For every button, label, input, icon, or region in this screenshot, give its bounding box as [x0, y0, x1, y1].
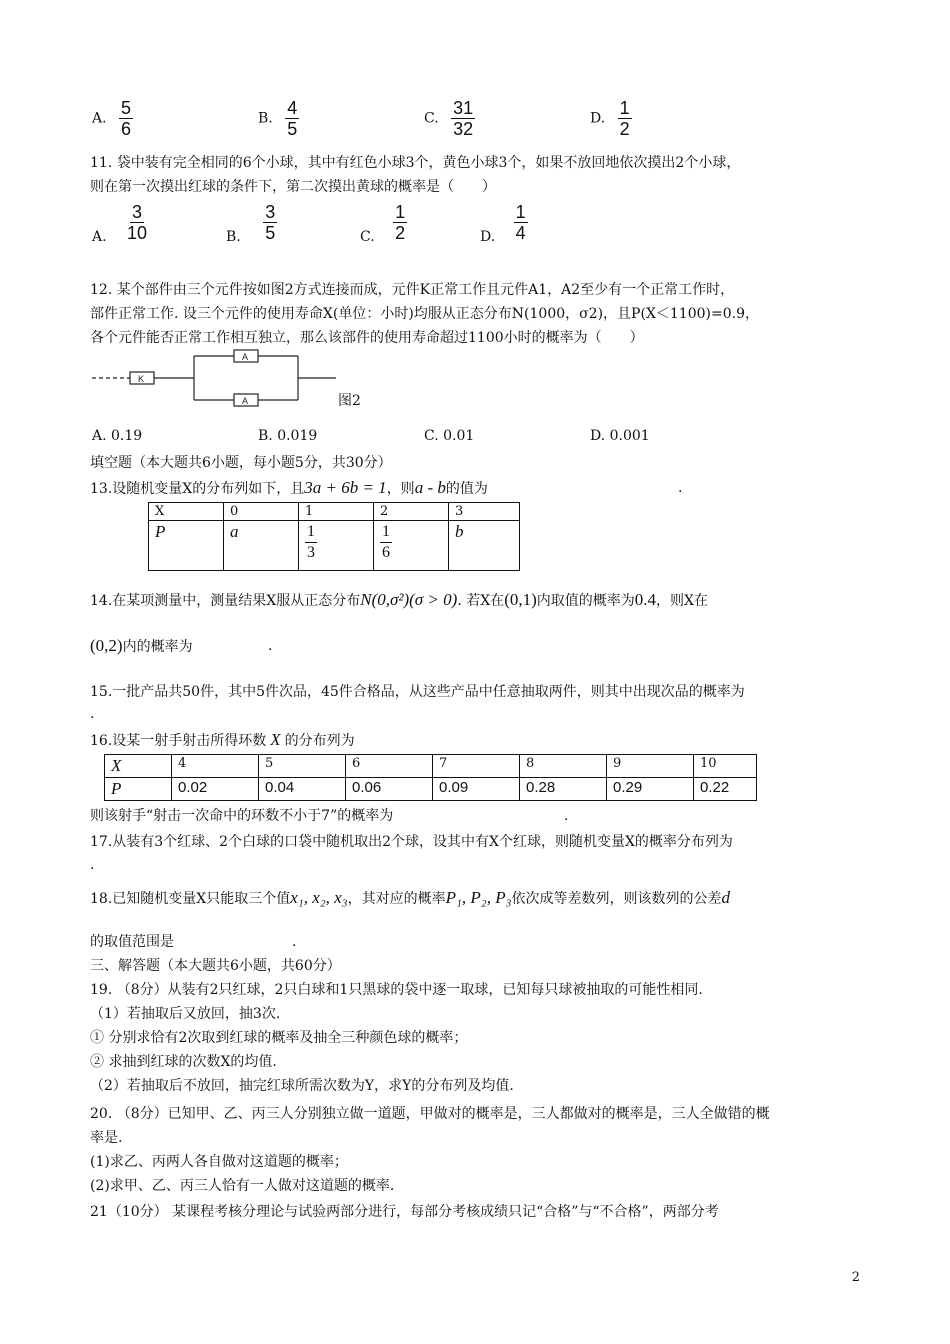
q12-line3: 各个元件能否正常工作相互独立，那么该部件的使用寿命超过1100小时的概率为（ ） [90, 330, 644, 346]
table-row: X 0 1 2 3 [149, 503, 520, 521]
page-number: 2 [851, 1270, 860, 1285]
q14-distribution: N(0,σ²)(σ > 0) [360, 590, 458, 609]
q17-line2: . [90, 857, 95, 873]
q10-option-a: A. $\frac{5}{6}$ [92, 98, 132, 139]
q18-d: d [721, 888, 730, 907]
q14-prob: 0.4 [634, 590, 657, 609]
q10-option-b: B. $\frac{4}{5}$ [258, 98, 298, 139]
circuit-k-label: K [138, 374, 145, 384]
section2-title: 填空题（本大题共6小题，每小题5分，共30分） [90, 455, 392, 471]
q11-option-d: D. $\frac{1}{4}$ [480, 202, 526, 245]
q18-probabilities: P₁, P₂, P₃ [445, 888, 512, 907]
q16-after-end: . [564, 808, 569, 824]
q11-option-a: A. $\frac{3}{10}$ [92, 202, 148, 245]
q12-line2: 部件正常工作. 设三个元件的使用寿命X(单位：小时)均服从正态分布N(1000，σ2)，且P(X＜1100)=0.9， [90, 306, 759, 322]
q18-values: x₁, x₂, x₃ [290, 888, 348, 907]
q12-option-a: A. 0.19 [92, 428, 143, 444]
q20-line3: (1)求乙、丙两人各自做对这道题的概率； [90, 1154, 348, 1170]
section3-title: 三、解答题（本大题共6小题，共60分） [90, 958, 341, 974]
fraction: $\frac{4}{5}$ [287, 98, 298, 139]
q16-intro: 16.设某一射手射击所得环数 X 的分布列为 [90, 730, 355, 749]
q11-option-b: B. $\frac{3}{5}$ [226, 202, 276, 245]
q18-line1: 18.已知随机变量X只能取三个值x₁, x₂, x₃，其对应的概率P₁, P₂, P₃依次成等差数列，则该数列的公差d [90, 888, 730, 907]
fraction: $\frac{5}{6}$ [121, 98, 132, 139]
q13-blank-end: . [678, 480, 683, 496]
q20-line2: 率是. [90, 1130, 123, 1146]
q12-option-c: C. 0.01 [424, 428, 475, 444]
q21-line1: 21（10分） 某课程考核分理论与试验两部分进行，每部分考核成绩只记“合格”与“不合格”，两部分考 [90, 1204, 719, 1220]
figure-label: 图2 [338, 393, 361, 409]
fraction: $\frac{1}{6}$ [382, 523, 390, 561]
q19-line3: ① 分别求恰有2次取到红球的概率及抽全三种颜色球的概率； [90, 1030, 468, 1046]
q14-interval2: (0,2) [90, 636, 123, 655]
q13-line: 13.设随机变量X的分布列如下，且3a + 6b = 1，则a - b的值为 [90, 478, 488, 497]
fraction: $\frac{1}{4}$ [515, 202, 526, 243]
q10-option-d: D. $\frac{1}{2}$ [590, 98, 630, 139]
q17-line1: 17.从装有3个红球、2个白球的口袋中随机取出2个球，设其中有X个红球，则随机变量X的概率分布列为 [90, 834, 733, 850]
fraction: $\frac{3}{5}$ [265, 202, 276, 243]
q13-distribution-table [148, 502, 520, 571]
q12-option-b: B. 0.019 [258, 428, 318, 444]
q16-after: 则该射手“射击一次命中的环数不小于7”的概率为 [90, 808, 394, 824]
q12-line1: 12. 某个部件由三个元件按如图2方式连接而成，元件K正常工作且元件A1，A2至少有一个正常工作时， [90, 282, 735, 298]
q19-line4: ② 求抽到红球的次数X的均值. [90, 1054, 277, 1070]
q16-distribution-table [104, 754, 757, 801]
fraction: $\frac{31}{32}$ [453, 98, 474, 139]
q20-line1: 20. （8分）已知甲、乙、丙三人分别独立做一道题，甲做对的概率是，三人都做对的概率是，三人全做错的概 [90, 1106, 770, 1122]
q14-interval1: (0,1) [504, 590, 537, 609]
q10-option-c: C. $\frac{31}{32}$ [424, 98, 474, 139]
circuit-a1-label: A [242, 352, 249, 362]
fraction: $\frac{1}{2}$ [395, 202, 406, 243]
q15-line2: . [90, 706, 95, 722]
q11-line2: 则在第一次摸出红球的条件下，第二次摸出黄球的概率是（ ） [90, 179, 496, 195]
fraction: $\frac{3}{10}$ [127, 202, 148, 243]
q15-line1: 15.一批产品共50件，其中5件次品，45件合格品，从这些产品中任意抽取两件，则其中出现次品的概率为 [90, 684, 745, 700]
q19-line1: 19. （8分）从装有2只红球，2只白球和1只黑球的袋中逐一取球，已知每只球被抽取的可能性相同. [90, 982, 703, 998]
q14-line1: 14.在某项测量中，测量结果X服从正态分布N(0,σ²)(σ > 0). 若X在(0,1)内取值的概率为0.4，则X在 [90, 590, 708, 609]
q19-line5: （2）若抽取后不放回，抽完红球所需次数为Y，求Y的分布列及均值. [90, 1078, 514, 1094]
q13-expr: a - b [414, 478, 446, 497]
q12-option-d: D. 0.001 [590, 428, 650, 444]
q19-line2: （1）若抽取后又放回，抽3次. [90, 1006, 281, 1022]
q14-line2: (0,2)内的概率为 [90, 636, 193, 655]
table-row: P 0.02 0.04 0.06 0.09 0.28 0.29 0.22 [105, 778, 757, 801]
q14-end: . [268, 638, 273, 654]
circuit-a2-label: A [242, 396, 249, 406]
table-row: P a $\frac{1}{3}$ $\frac{1}{6}$ b [149, 521, 520, 571]
fraction: $\frac{1}{2}$ [619, 98, 630, 139]
fraction: $\frac{1}{3}$ [307, 523, 315, 561]
q18-line2: 的取值范围是 [90, 934, 174, 950]
table-row: X 4 5 6 7 8 9 10 [105, 755, 757, 778]
q18-end: . [292, 934, 297, 950]
q20-line4: (2)求甲、乙、丙三人恰有一人做对这道题的概率. [90, 1178, 395, 1194]
q11-line1: 11. 袋中装有完全相同的6个小球，其中有红色小球3个，黄色小球3个，如果不放回地依次摸出2个小球， [90, 155, 741, 171]
circuit-diagram [92, 348, 352, 408]
q11-option-c: C. $\frac{1}{2}$ [360, 202, 406, 245]
q13-formula: 3a + 6b = 1 [304, 478, 387, 497]
